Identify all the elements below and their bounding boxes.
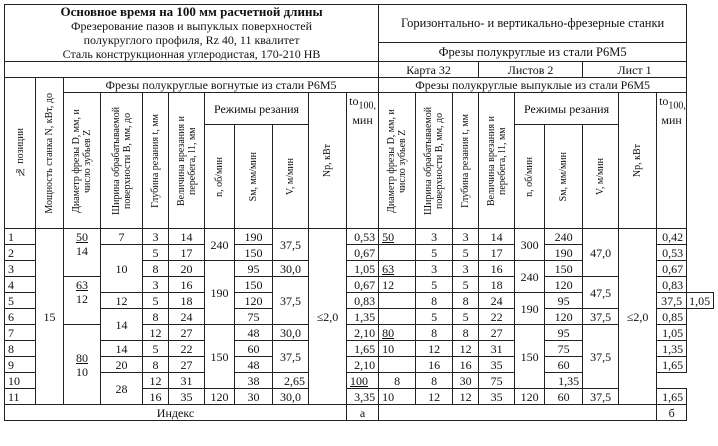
diameter-value: 63 [382, 261, 395, 276]
width-cell: 7 [101, 229, 143, 245]
to-cell: 2,10 [347, 325, 379, 341]
width-cell: 3 [416, 229, 453, 245]
depth-cell: 12 [453, 341, 479, 357]
depth-cell: 3 [453, 229, 479, 245]
col-width: Ширина обрабатываемой поверхности B, мм, до [110, 106, 133, 215]
col-modes: Режимы резания [205, 93, 309, 125]
diameter-cell [379, 277, 416, 293]
overrun-cell: 14 [479, 229, 515, 245]
width-cell: 5 [416, 277, 453, 293]
width-cell: 12 [416, 341, 453, 357]
right-group-header: Фрезы полукруглые выпуклые из стали Р6М5 [379, 78, 687, 93]
teeth-value: 12 [382, 277, 395, 292]
v-cell: 37,5 [583, 325, 619, 389]
to-cell: 0,83 [657, 277, 687, 293]
diameter-value: 80 [382, 325, 395, 340]
depth-cell: 8 [416, 373, 453, 389]
col-modes: Режимы резания [515, 93, 619, 125]
sm-cell: 95 [235, 261, 273, 277]
row-number: 6 [5, 309, 36, 325]
col-overrun: Величина врезания и перебега, l1, мм [175, 115, 198, 206]
col-to-unit: мин [352, 113, 373, 128]
to-cell: 0,42 [657, 229, 687, 245]
np-cell: ≤2,0 [309, 229, 347, 405]
overrun-cell: 27 [479, 325, 515, 341]
norm-table [4, 4, 714, 421]
sm-cell: 120 [545, 309, 583, 325]
sm-cell: 95 [545, 293, 583, 309]
sm-cell: 30 [235, 389, 273, 405]
sm-cell: 150 [545, 261, 583, 277]
diameter-value: 80 [76, 350, 88, 365]
tool-title: Фрезы полукруглые из стали Р6М5 [379, 43, 687, 62]
depth-cell: 5 [143, 245, 169, 261]
width-cell: 5 [416, 309, 453, 325]
width-cell: 8 [416, 293, 453, 309]
card-number: Карта 32 [379, 62, 479, 78]
to-cell: 1,35 [657, 341, 687, 357]
depth-cell: 8 [143, 261, 169, 277]
document-subtitle: полукруглого профиля, Rz 40, 11 квалитет [83, 33, 300, 47]
to-cell: 1,65 [657, 389, 687, 405]
col-sm: Sм, мм/мин [248, 151, 259, 202]
diameter-value: 63 [76, 278, 88, 292]
document-title-block [5, 5, 379, 62]
width-cell: 14 [101, 309, 143, 341]
to-cell: 0,67 [347, 277, 379, 293]
width-cell: 16 [416, 357, 453, 373]
v-cell: 37,5 [273, 341, 309, 373]
sm-cell: 60 [545, 357, 583, 373]
depth-cell: 8 [453, 325, 479, 341]
v-cell: 37,5 [583, 309, 619, 325]
sheet-count: Листов 2 [479, 62, 583, 78]
n-cell: 150 [205, 325, 235, 389]
depth-cell: 12 [143, 325, 169, 341]
diameter-cell [379, 245, 416, 261]
depth-cell: 5 [143, 341, 169, 357]
sm-cell: 240 [545, 229, 583, 245]
n-cell: 240 [515, 261, 545, 293]
diameter-cell [379, 261, 416, 277]
sm-cell: 150 [235, 245, 273, 261]
col-np: Np, кВт [632, 143, 644, 178]
row-number: 7 [5, 325, 36, 341]
overrun-cell: 16 [169, 277, 205, 293]
diameter-cell [64, 325, 101, 405]
col-v: V, м/мин [285, 157, 296, 196]
to-cell: 2,10 [347, 357, 379, 373]
sm-cell: 120 [235, 293, 273, 309]
n-cell: 190 [515, 293, 545, 325]
teeth-value: 10 [76, 364, 88, 379]
depth-cell: 16 [143, 389, 169, 405]
row-number: 3 [5, 261, 36, 277]
col-sm: Sм, мм/мин [558, 151, 570, 202]
sm-cell: 60 [235, 341, 273, 357]
col-to-unit: мин [661, 113, 682, 128]
col-depth: Глубина резания t, мм [460, 113, 472, 208]
sm-cell: 75 [479, 373, 515, 389]
sm-cell: 48 [235, 357, 273, 373]
to-cell: 3,35 [347, 389, 379, 405]
diameter-cell [347, 373, 379, 389]
document-subtitle: Сталь конструкционная углеродистая, 170-210 HB [62, 47, 321, 61]
overrun-cell: 24 [169, 309, 205, 325]
n-cell: 120 [205, 389, 235, 405]
sm-cell: 75 [235, 309, 273, 325]
left-group-header: Фрезы полукруглые вогнутые из стали Р6М5 [64, 78, 379, 93]
machine-type: Горизонтально- и вертикально-фрезерные станки [379, 5, 687, 43]
diameter-value: 100 [350, 373, 368, 388]
width-cell: 5 [416, 245, 453, 261]
v-cell: 30,0 [273, 325, 309, 341]
overrun-cell: 31 [479, 341, 515, 357]
diameter-cell [379, 229, 416, 245]
v-cell: 30,0 [273, 389, 309, 405]
overrun-cell: 16 [479, 261, 515, 277]
n-cell: 300 [515, 229, 545, 261]
overrun-cell: 35 [479, 357, 515, 373]
overrun-cell: 14 [169, 229, 205, 245]
index-row [5, 405, 714, 421]
depth-cell: 5 [453, 309, 479, 325]
width-cell: 8 [416, 325, 453, 341]
sm-cell: 190 [545, 245, 583, 261]
depth-cell: 8 [143, 309, 169, 325]
width-cell: 8 [379, 373, 416, 389]
to-cell: 0,67 [657, 261, 687, 277]
diameter-cell [379, 357, 416, 373]
row-number: 8 [5, 341, 36, 357]
col-to-subscript: 100, [668, 100, 686, 112]
n-cell: 240 [205, 229, 235, 261]
col-to [657, 93, 687, 229]
row-number: 9 [5, 357, 36, 373]
overrun-cell: 20 [169, 261, 205, 277]
width-cell: 10 [101, 245, 143, 293]
index-left: а [347, 405, 379, 421]
document-subtitle: Фрезерование пазов и выпуклых поверхностей [71, 19, 312, 33]
width-cell: 12 [416, 389, 453, 405]
v-cell: 37,5 [583, 389, 619, 405]
depth-cell: 3 [143, 229, 169, 245]
depth-cell: 8 [143, 357, 169, 373]
width-cell: 28 [101, 373, 143, 405]
v-cell: 37,5 [273, 277, 309, 325]
overrun-cell: 30 [453, 373, 479, 389]
diameter-value: 50 [382, 229, 395, 244]
col-np: Np, кВт [322, 143, 333, 178]
to-cell: 1,65 [347, 341, 379, 357]
depth-cell: 16 [453, 357, 479, 373]
col-diameter: Диаметр фрезы D, мм, и число зубьев Z [71, 108, 93, 213]
sheet-number: Лист 1 [583, 62, 687, 78]
to-cell: 0,67 [347, 245, 379, 261]
sm-cell: 48 [235, 325, 273, 341]
norm-card [4, 4, 714, 421]
table-row [5, 229, 714, 245]
sm-cell: 150 [235, 277, 273, 293]
n-cell: 150 [515, 325, 545, 389]
v-cell: 37,5 [273, 229, 309, 261]
n-cell: 120 [515, 389, 545, 405]
to-cell: 0,53 [347, 229, 379, 245]
col-to-symbol: to [349, 94, 359, 108]
depth-cell: 3 [453, 261, 479, 277]
overrun-cell: 27 [169, 357, 205, 373]
power-cell: 15 [36, 229, 64, 405]
to-cell: 1,35 [347, 309, 379, 325]
to-cell: 0,83 [347, 293, 379, 309]
col-overrun: Величина врезания и перебега, l1, мм [485, 115, 508, 206]
col-n: n, об/мин [214, 156, 225, 197]
to-cell: 1,05 [657, 325, 687, 341]
col-v: V, м/мин [595, 157, 607, 196]
teeth-value: 12 [76, 292, 88, 306]
overrun-cell: 24 [479, 293, 515, 309]
row-number: 5 [5, 293, 36, 309]
col-depth: Глубина резания t, мм [150, 113, 161, 208]
col-diameter: Диаметр фрезы D, мм, и число зубьев Z [386, 108, 409, 213]
np-cell: ≤2,0 [619, 229, 657, 405]
overrun-cell: 17 [479, 245, 515, 261]
v-cell: 47,5 [583, 277, 619, 309]
row-number: 4 [5, 277, 36, 293]
diameter-cell [64, 277, 101, 325]
col-n: n, об/мин [524, 156, 536, 197]
diameter-cell [379, 293, 416, 309]
width-cell: 14 [101, 341, 143, 357]
width-cell: 3 [416, 261, 453, 277]
v-cell: 47,0 [583, 229, 619, 277]
teeth-value: 10 [382, 389, 395, 404]
depth-cell: 12 [453, 389, 479, 405]
depth-cell: 12 [143, 373, 169, 389]
overrun-cell: 31 [169, 373, 205, 389]
col-to-symbol: to [659, 94, 669, 108]
diameter-cell [379, 309, 416, 325]
diameter-value: 50 [76, 230, 88, 244]
width-cell: 20 [101, 357, 143, 373]
sm-cell: 75 [545, 341, 583, 357]
overrun-cell: 17 [169, 245, 205, 261]
width-cell: 12 [101, 293, 143, 309]
overrun-cell: 22 [169, 341, 205, 357]
to-cell: 1,35 [545, 373, 583, 389]
row-number: 10 [5, 373, 36, 389]
col-power: Мощность станка N, кВт, до [44, 92, 55, 214]
row-number: 11 [5, 389, 36, 405]
overrun-cell: 18 [479, 277, 515, 293]
depth-cell: 8 [453, 293, 479, 309]
document-title: Основное время на 100 мм расчетной длины [60, 4, 323, 19]
sm-cell: 38 [235, 373, 273, 389]
col-to [347, 93, 379, 229]
depth-cell: 5 [143, 293, 169, 309]
v-cell: 37,5 [657, 293, 687, 309]
to-cell: 1,05 [687, 293, 714, 309]
overrun-cell: 35 [169, 389, 205, 405]
overrun-cell: 18 [169, 293, 205, 309]
diameter-cell [379, 341, 416, 357]
teeth-value: 10 [382, 341, 395, 356]
teeth-value: 14 [76, 244, 88, 258]
depth-cell: 5 [453, 245, 479, 261]
index-right: б [657, 405, 687, 421]
diameter-cell [64, 229, 101, 277]
row-number: 1 [5, 229, 36, 245]
to-cell: 1,65 [657, 357, 687, 373]
row-number: 2 [5, 245, 36, 261]
sm-cell: 190 [235, 229, 273, 245]
col-to-subscript: 100, [358, 100, 376, 112]
overrun-cell: 27 [169, 325, 205, 341]
sm-cell: 120 [545, 277, 583, 293]
col-position: № позиции [14, 128, 26, 178]
depth-cell: 5 [453, 277, 479, 293]
table-row [5, 309, 714, 325]
overrun-cell: 35 [479, 389, 515, 405]
to-cell: 2,65 [273, 373, 309, 389]
to-cell: 0,53 [657, 245, 687, 261]
n-cell: 190 [205, 261, 235, 325]
diameter-cell [379, 325, 416, 341]
col-width: Ширина обрабатываемой поверхности B, мм, до [423, 106, 446, 215]
v-cell: 30,0 [273, 261, 309, 277]
index-label: Индекс [5, 405, 347, 421]
sm-cell: 60 [545, 389, 583, 405]
to-cell: 0,85 [657, 309, 687, 325]
to-cell: 1,05 [347, 261, 379, 277]
depth-cell: 3 [143, 277, 169, 293]
diameter-cell [379, 389, 416, 405]
overrun-cell: 22 [479, 309, 515, 325]
sm-cell: 95 [545, 325, 583, 341]
